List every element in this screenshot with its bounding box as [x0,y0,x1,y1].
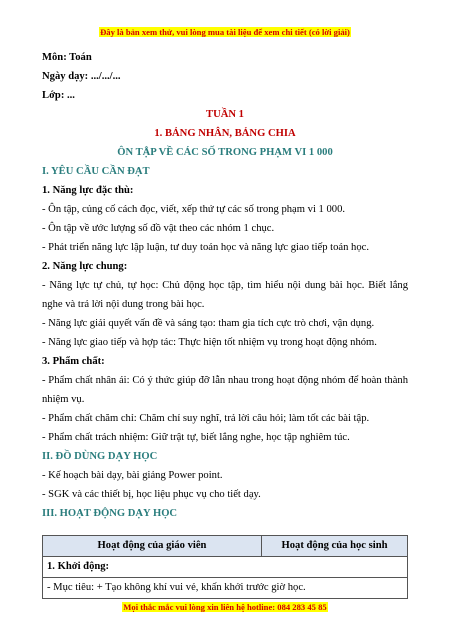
section-2-heading: II. ĐỒ DÙNG DẠY HỌC [42,451,158,462]
preview-banner-text: Đây là bản xem thử, vui lòng mua tài liệu để xem chi tiết (có lời giải) [100,27,350,37]
col-teacher-header: Hoạt động của giáo viên [43,536,262,557]
list-item: - Ôn tập, củng cố cách đọc, viết, xếp thứ tự các số trong phạm vi 1 000. [42,204,346,215]
section-1-1-heading: 1. Năng lực đặc thù: [42,185,134,196]
col-student-header: Hoạt động của học sinh [262,536,408,557]
class-line: Lớp: ... [42,90,75,101]
list-item: - Năng lực giải quyết vấn đề và sáng tạo: tham gia tích cực trò chơi, vận dụng. [42,318,375,329]
table-row [43,557,408,578]
lesson-title: ÔN TẬP VỀ CÁC SỐ TRONG PHẠM VI 1 000 [117,147,333,158]
hotline-banner [0,602,450,612]
week-title: TUẦN 1 [206,109,244,120]
list-item: - Kế hoạch bài dạy, bài giảng Power point. [42,470,223,481]
table-header-row [43,536,408,557]
chapter-title: 1. BẢNG NHÂN, BẢNG CHIA [154,128,296,139]
activity-table [42,535,408,599]
section-1-3-heading: 3. Phẩm chất: [42,356,105,367]
table-cell: - Mục tiêu: + Tạo không khí vui vẻ, khấn khởi trước giờ học. [43,578,408,599]
section-1-2-heading: 2. Năng lực chung: [42,261,128,272]
list-item: - Năng lực tự chủ, tự học: Chủ động học tập, tìm hiểu nội dung bài học. Biết lắng nghe và trả lời nội dung trong bài học. [42,280,408,310]
table-cell: 1. Khởi động: [43,557,408,578]
list-item: - SGK và các thiết bị, học liệu phục vụ cho tiết dạy. [42,489,261,500]
hotline-banner-text: Mọi thắc mắc vui lòng xin liên hệ hotline: 084 283 45 85 [123,602,327,612]
section-1-heading: I. YÊU CẦU CẦN ĐẠT [42,166,150,177]
section-3-heading: III. HOẠT ĐỘNG DẠY HỌC [42,508,178,519]
list-item: - Ôn tập về ước lượng số đồ vật theo các nhóm 1 chục. [42,223,275,234]
table-row [43,578,408,599]
subject-line: Môn: Toán [42,52,92,63]
list-item: - Phẩm chất nhân ái: Có ý thức giúp đỡ lẫn nhau trong hoạt động nhóm để hoàn thành nhiệm vụ. [42,375,408,405]
preview-banner [0,27,450,37]
list-item: - Phẩm chất chăm chỉ: Chăm chỉ suy nghĩ, trả lời câu hỏi; làm tốt các bài tập. [42,413,370,424]
list-item: - Năng lực giao tiếp và hợp tác: Thực hiện tốt nhiệm vụ trong hoạt động nhóm. [42,337,377,348]
list-item: - Phẩm chất trách nhiệm: Giữ trật tự, biết lắng nghe, học tập nghiêm túc. [42,432,350,443]
document-body [42,48,408,599]
date-line: Ngày dạy: .../.../... [42,71,121,82]
list-item: - Phát triển năng lực lập luận, tư duy toán học và năng lực giao tiếp toán học. [42,242,370,253]
